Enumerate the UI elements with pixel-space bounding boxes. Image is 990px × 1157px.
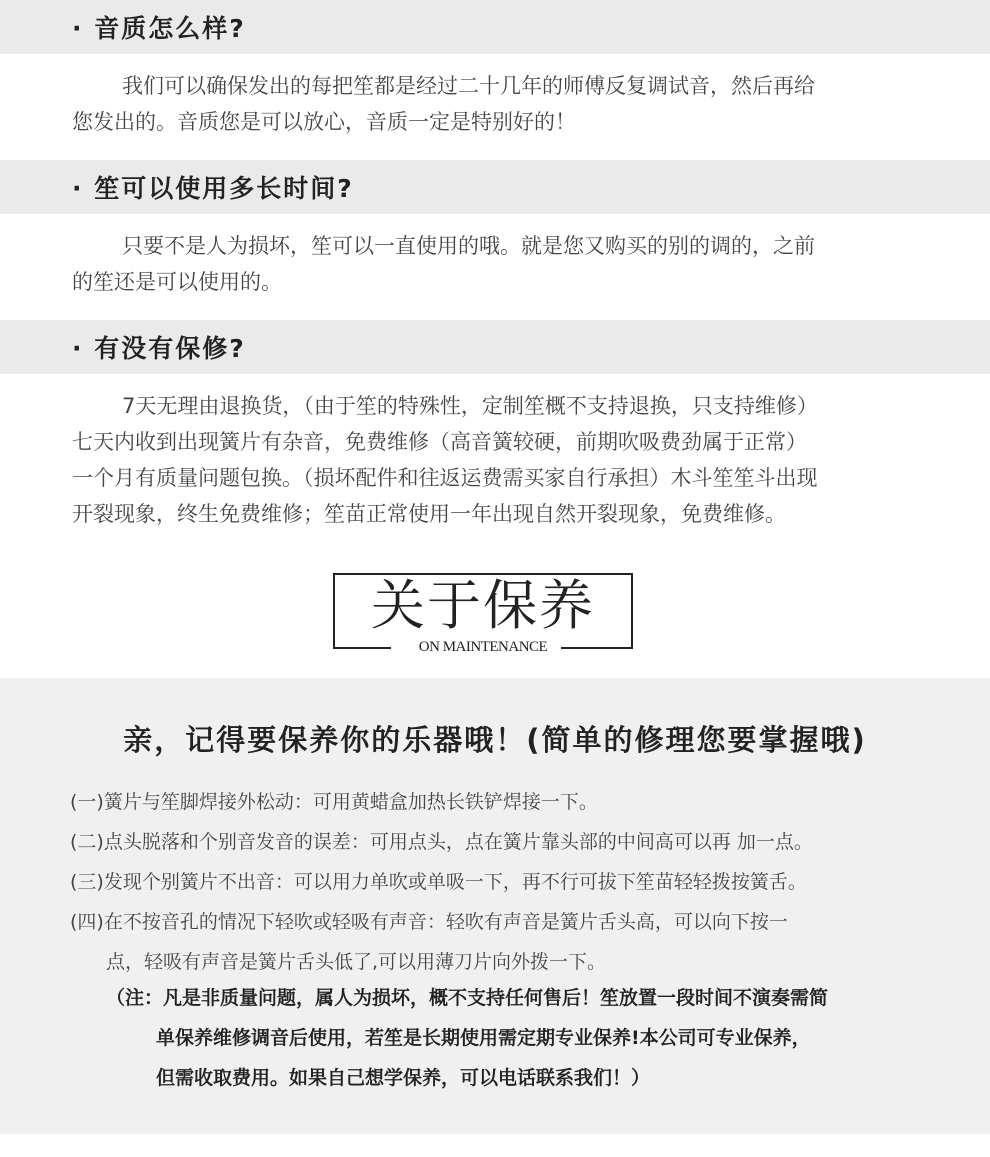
answer-line: 的笙还是可以使用的。 (72, 270, 282, 294)
maintenance-panel (0, 678, 990, 1134)
faq-question-lifespan: · 笙可以使用多长时间? (0, 160, 990, 214)
maintenance-note (106, 978, 956, 1098)
faq-question-sound-quality: · 音质怎么样? (0, 0, 990, 54)
list-item: (二)点头脱落和个别音发音的误差：可用点头，点在簧片靠头部的中间高可以再 加一点。 (70, 831, 813, 853)
answer-line: 一个月有质量问题包换。（损坏配件和往返运费需买家自行承担）木斗笙笙斗出现 (72, 466, 818, 490)
list-item: (三)发现个别簧片不出音：可以用力单吹或单吸一下，再不行可拔下笙苗轻轻拨按簧舌。 (70, 871, 807, 893)
answer-line: 我们可以确保发出的每把笙都是经过二十几年的师傅反复调试音，然后再给 (122, 74, 815, 98)
faq-answer-warranty (72, 388, 944, 532)
banner-title: 关于保养 (371, 574, 595, 637)
banner-subtitle: ON MAINTENANCE (418, 639, 548, 655)
answer-line: 7天无理由退换货，（由于笙的特殊性，定制笙概不支持退换，只支持维修） (122, 394, 818, 418)
maintenance-title: 亲，记得要保养你的乐器哦！(简单的修理您要掌握哦) (123, 723, 867, 757)
answer-line: 只要不是人为损坏，笙可以一直使用的哦。就是您又购买的别的调的，之前 (122, 234, 815, 258)
list-item: (一)簧片与笙脚焊接外松动：可用黄蜡盒加热长铁铲焊接一下。 (70, 791, 598, 813)
answer-line: 您发出的。音质您是可以放心，音质一定是特别好的！ (72, 110, 576, 134)
maintenance-banner (333, 573, 633, 655)
faq-answer-sound-quality (72, 68, 944, 140)
list-item-continuation: 点，轻吸有声音是簧片舌头低了,可以用薄刀片向外拨一下。 (106, 951, 607, 973)
list-item: (四)在不按音孔的情况下轻吹或轻吸有声音：轻吹有声音是簧片舌头高，可以向下按一 (70, 911, 788, 933)
note-line: 单保养维修调音后使用，若笙是长期使用需定期专业保养!本公司可专业保养， (156, 1027, 811, 1049)
note-line: （注：凡是非质量问题，属人为损坏，概不支持任何售后！笙放置一段时间不演奏需简 (106, 987, 829, 1009)
maintenance-list (70, 782, 950, 982)
answer-line: 开裂现象，终生免费维修；笙苗正常使用一年出现自然开裂现象，免费维修。 (72, 502, 786, 526)
answer-line: 七天内收到出现簧片有杂音，免费维修（高音簧较硬，前期吹吸费劲属于正常） (72, 430, 807, 454)
note-line: 但需收取费用。如果自己想学保养，可以电话联系我们！） (156, 1067, 651, 1089)
faq-question-warranty: · 有没有保修? (0, 320, 990, 374)
faq-answer-lifespan (72, 228, 944, 300)
